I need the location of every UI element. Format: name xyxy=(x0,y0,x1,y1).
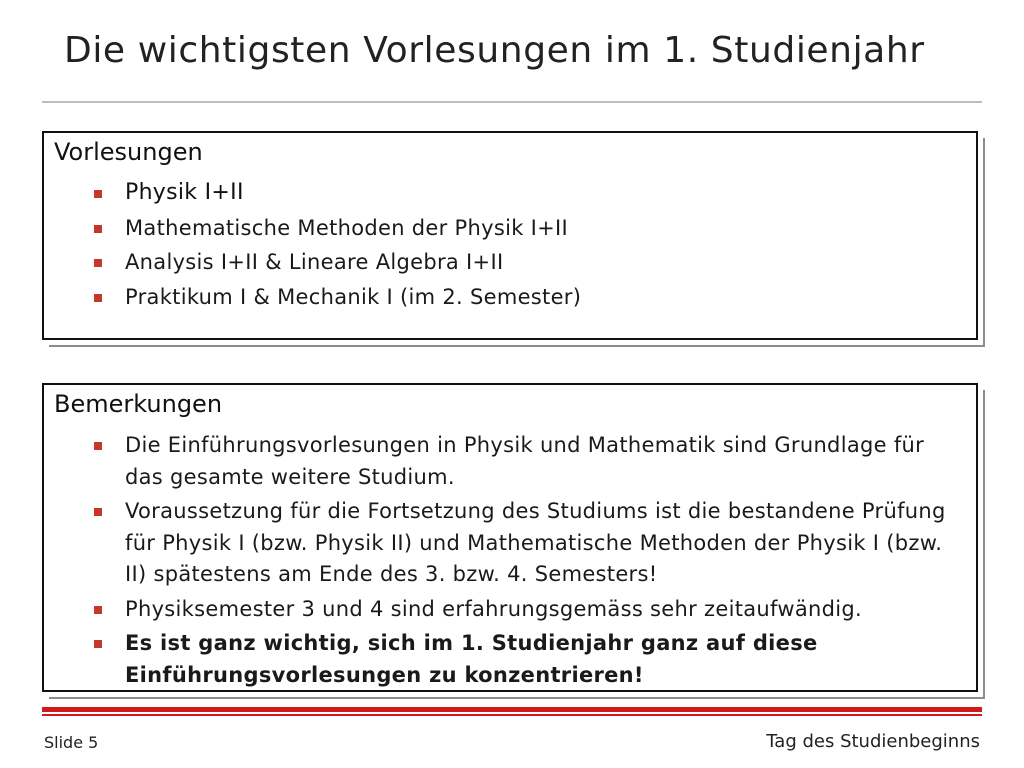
lectures-box xyxy=(42,131,978,340)
lectures-heading: Vorlesungen xyxy=(54,138,203,166)
square-bullet-icon xyxy=(94,259,102,267)
title-divider xyxy=(42,101,982,103)
remark-item xyxy=(44,430,976,493)
lecture-item xyxy=(44,280,976,315)
remark-item-emphasis xyxy=(44,628,976,691)
remark-item xyxy=(44,594,976,626)
lecture-item xyxy=(44,176,976,211)
remark-item-text: Voraussetzung für die Fortsetzung des Studiums ist die bestandene Prüfung für Physik I (bzw. Physik II) und Mathematische Methoden der Physik I (bzw. II) spätestens am Ende des 3. bzw. 4. Semesters! xyxy=(125,499,946,586)
remarks-list xyxy=(44,430,976,694)
remark-item-text: Die Einführungsvorlesungen in Physik und Mathematik sind Grundlage für das gesamte weitere Studium. xyxy=(125,433,925,489)
lecture-item-text: Praktikum I & Mechanik I (im 2. Semester) xyxy=(125,284,582,309)
lectures-list xyxy=(44,176,976,314)
lecture-item xyxy=(44,211,976,246)
footer-divider-thin xyxy=(42,714,982,716)
square-bullet-icon xyxy=(94,190,102,198)
remark-item-text: Es ist ganz wichtig, sich im 1. Studienjahr ganz auf diese Einführungsvorlesungen zu konzentrieren! xyxy=(125,631,818,687)
remarks-heading: Bemerkungen xyxy=(54,390,223,418)
square-bullet-icon xyxy=(94,508,102,516)
square-bullet-icon xyxy=(94,442,102,450)
slide-title: Die wichtigsten Vorlesungen im 1. Studienjahr xyxy=(64,30,925,71)
remark-item xyxy=(44,496,976,591)
square-bullet-icon xyxy=(94,294,102,302)
lecture-item-text: Physik I+II xyxy=(125,180,244,205)
slide-number: Slide 5 xyxy=(44,733,99,752)
remark-item-text: Physiksemester 3 und 4 sind erfahrungsgemäss sehr zeitaufwändig. xyxy=(125,596,862,621)
lecture-item-text: Mathematische Methoden der Physik I+II xyxy=(125,215,569,240)
remarks-box xyxy=(42,383,978,692)
lecture-item-text: Analysis I+II & Lineare Algebra I+II xyxy=(125,250,504,274)
square-bullet-icon xyxy=(94,225,102,233)
square-bullet-icon xyxy=(94,606,102,614)
footer-divider-thick xyxy=(42,707,982,712)
footer-event-name: Tag des Studienbeginns xyxy=(766,731,980,752)
lecture-item xyxy=(44,245,976,280)
square-bullet-icon xyxy=(94,640,102,648)
